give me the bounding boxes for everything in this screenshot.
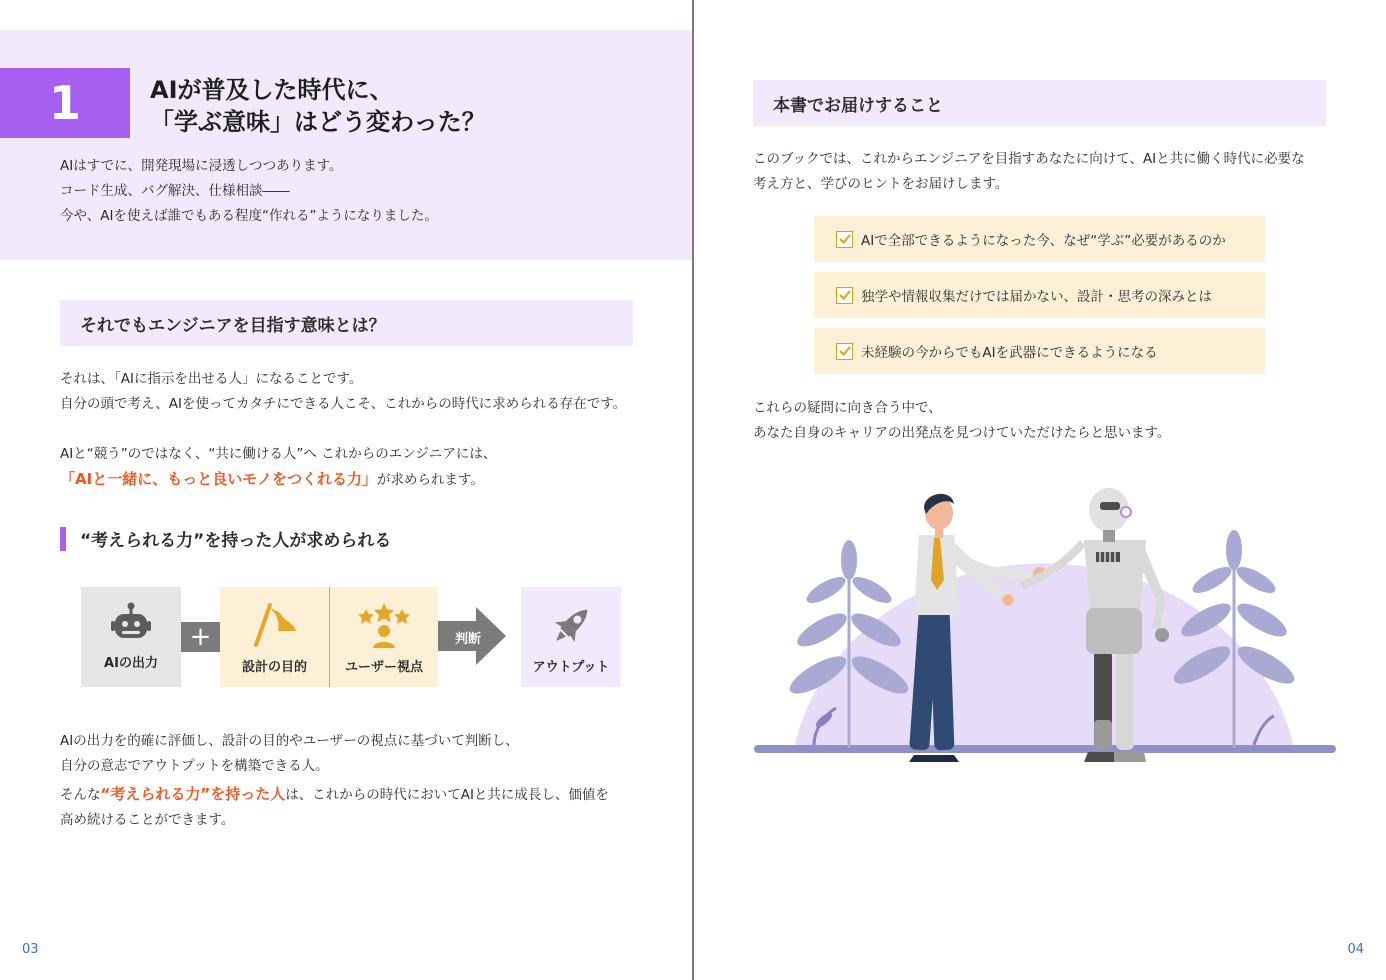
diagram-label: ユーザー視点 (344, 660, 423, 675)
chapter-number: 1 (0, 68, 130, 138)
chapter-title-line: AIが普及した時代に、 (150, 76, 394, 104)
paragraph-line: 高め続けることができます。 (60, 812, 235, 828)
chapter-title (150, 74, 670, 138)
paragraph-line: それは、「AIに指示を出せる人」になることです。 (60, 371, 363, 387)
paragraph-line: 自分の意志でアウトプットを構築できる人。 (60, 758, 329, 774)
plus-sign: + (181, 622, 220, 652)
paragraph-line: 自分の頭で考え、AIを使ってカタチにできる人こそ、これからの時代に求められる存在です。 (60, 396, 627, 412)
diagram-ai-output (81, 587, 181, 687)
paragraph-line: AIと“競う”のではなく、“共に働ける人”へ これからのエンジニアには、 (60, 446, 497, 462)
checklist-item (814, 272, 1265, 318)
page-number: 03 (22, 942, 39, 957)
flag-icon (250, 601, 300, 647)
checklist-label: 未経験の今からでもAIを武器にできるようになる (861, 345, 1158, 361)
paragraph-prefix: そんな (60, 787, 101, 803)
page-number: 04 (1347, 942, 1364, 957)
chapter-intro (60, 154, 438, 229)
checklist-label: 独学や情報収集だけでは届かない、設計・思考の深みとは (861, 289, 1212, 305)
sub-heading-text: “考えられる力”を持った人が求められる (80, 531, 392, 551)
paragraph-line: AIの出力を的確に評価し、設計の目的やユーザーの視点に基づいて判断し、 (60, 733, 519, 749)
checklist-item (814, 328, 1265, 374)
section-heading: 本書でお届けすること (753, 80, 1326, 126)
paragraph-tail: は、これからの時代においてAIと共に成長し、価値を (285, 787, 609, 803)
checklist-label: AIで全部できるようになった今、なぜ“学ぶ”必要があるのか (861, 233, 1226, 249)
intro-line: コード生成、バグ解決、仕様相談―― (60, 183, 290, 199)
checkbox-icon (836, 231, 853, 248)
paragraph-line (60, 467, 660, 493)
paragraph-line: 考え方と、学びのヒントをお届けします。 (753, 176, 1009, 192)
chapter-title-line: 「学ぶ意味」はどう変わった？ (150, 108, 486, 136)
paragraph-line: これらの疑問に向き合う中で、 (753, 400, 942, 416)
paragraph-closing (753, 396, 1353, 446)
handshake-illustration (754, 480, 1344, 780)
rocket-icon (546, 601, 596, 651)
checklist-item (814, 216, 1265, 262)
sub-heading (60, 526, 391, 551)
paragraph-book-intro (753, 147, 1353, 197)
checkbox-icon (836, 287, 853, 304)
paragraph-line: あなた自身のキャリアの出発点を見つけていただけたらと思います。 (753, 425, 1171, 441)
diagram-label: AIの出力 (104, 656, 158, 671)
diagram-label: アウトプット (532, 660, 610, 675)
paragraph-line (60, 782, 660, 808)
diagram-output (521, 587, 621, 687)
diagram-user-view (330, 587, 438, 687)
robot-icon (109, 601, 153, 645)
intro-line: AIはすでに、開発現場に浸透しつつあります。 (60, 158, 343, 174)
highlight-text: 「AIと一緒に、もっと良いモノをつくれる力」 (60, 470, 378, 488)
stars-user-icon (357, 601, 411, 649)
paragraph-line: このブックでは、これからエンジニアを目指すあなたに向けて、AIと共に働く時代に必要な (753, 151, 1305, 167)
paragraph-grow-with-ai (60, 782, 660, 833)
paragraph-tail: が求められます。 (377, 472, 484, 488)
section-heading: それでもエンジニアを目指す意味とは？ (60, 300, 633, 346)
paragraph-why-engineer (60, 367, 660, 417)
checkbox-icon (836, 343, 853, 360)
diagram-label: 設計の目的 (241, 660, 307, 675)
diagram-design-goal (220, 587, 329, 687)
paragraph-thinking-person (60, 729, 660, 779)
left-page (0, 0, 692, 980)
judge-label: 判断 (454, 632, 481, 647)
highlight-text: “考えられる力”を持った人 (100, 785, 286, 803)
sub-heading-bar (60, 527, 66, 551)
paragraph-work-with-ai (60, 442, 660, 493)
right-page (694, 0, 1386, 980)
intro-line: 今や、AIを使えば誰でもある程度“作れる”ようになりました。 (60, 208, 438, 224)
